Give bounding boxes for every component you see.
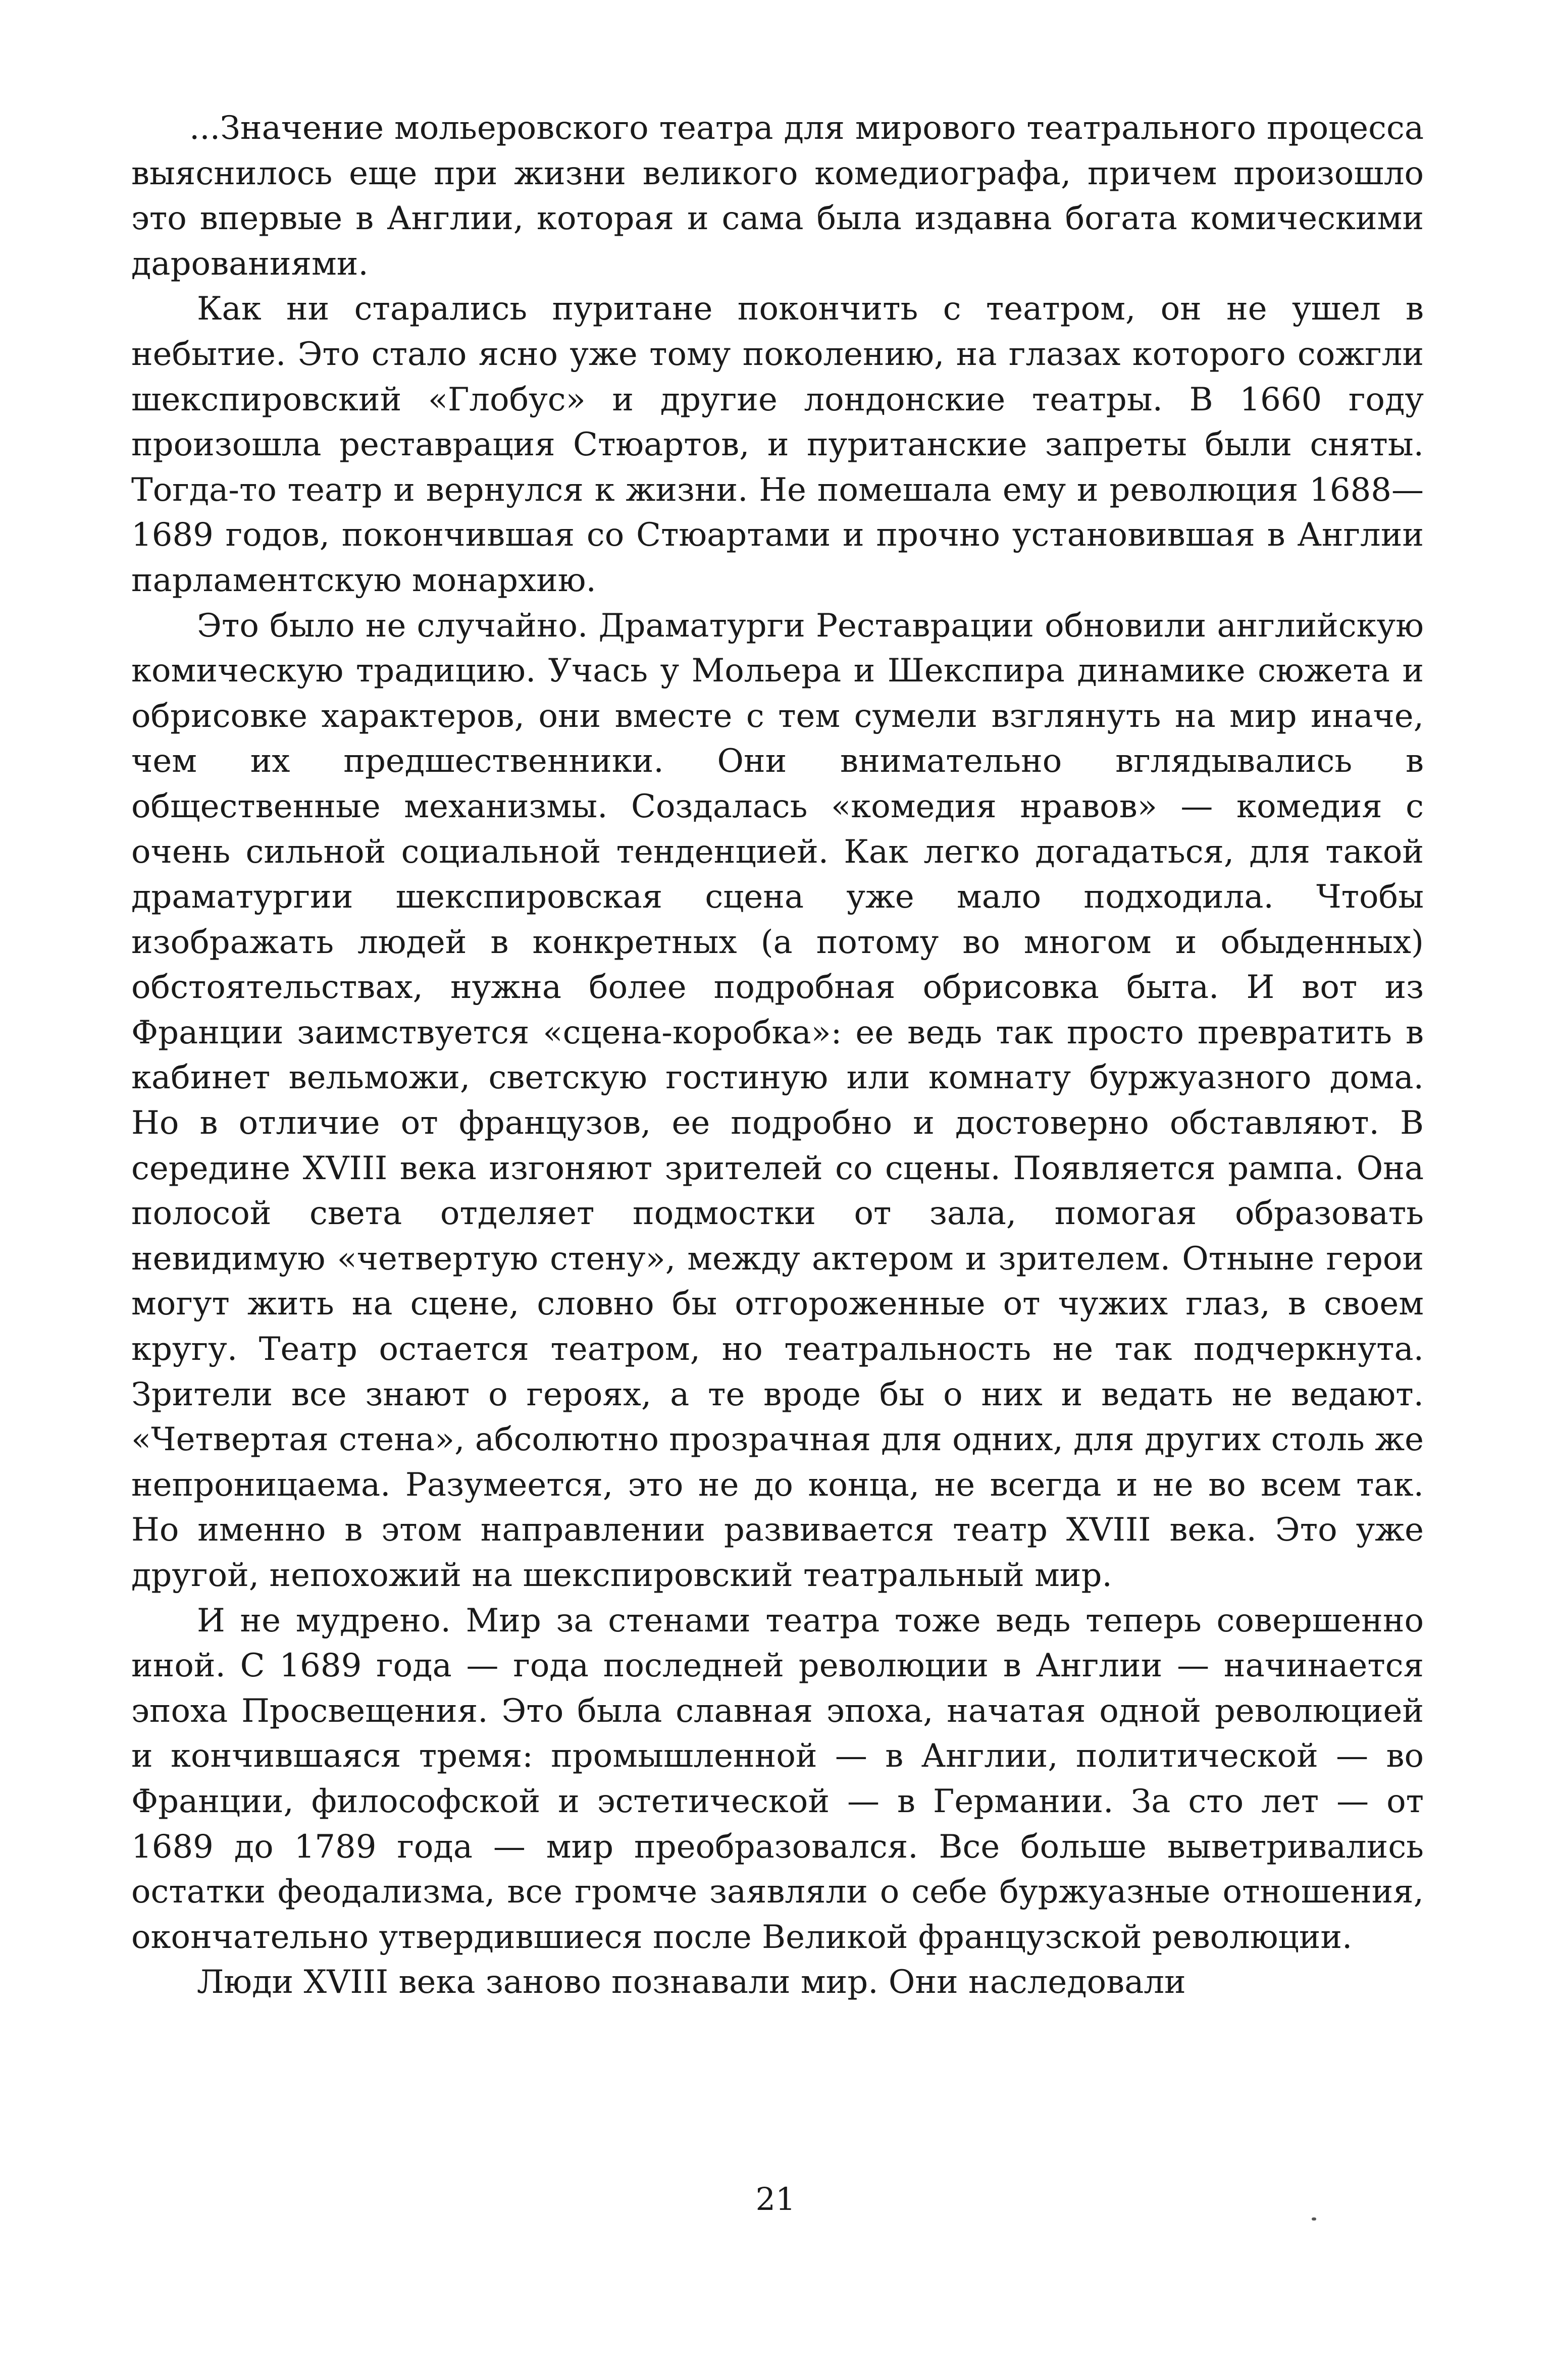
paragraph-5: Люди XVIII века заново познавали мир. Они наследовали <box>197 1964 1186 2001</box>
paragraph-3: Это было не случайно. Драматурги Реставрации обновили английскую комическую традицию. Учась у Мольера и Шекспира динамике сюжета и обрисовке характеров, они вместе с тем сумели взглянуть на мир иначе, чем их предшественники. Они внимательно вглядывались в общественные механизмы. Создалась «комедия нравов» — комедия с очень сильной социальной тенденцией. Как легко догадаться, для такой драматургии шекспировская сцена уже мало подходила. Чтобы изображать людей в конкретных (а потому во многом и обыденных) обстоятельствах, нужна более подробная обрисовка быта. И вот из Франции заимствуется «сцена-коробка»: ее ведь так просто превратить в кабинет вельможи, светскую гостиную или комнату буржуазного дома. Но в отличие от французов, ее подробно и достоверно обставляют. В середине XVIII века изгоняют зрителей со сцены. Появляется рампа. Она полосой света отделяет подмостки от зала, помогая образовать невидимую «четвертую стену», между актером и зрителем. Отныне герои могут жить на сцене, словно бы отгороженные от чужих глаз, в своем кругу. Театр остается театром, но театральность не так подчеркнута. Зрители все знают о героях, а те вроде бы о них и ведать не ведают. «Четвертая стена», абсолютно прозрачная для одних, для других столь же непроницаема. Разумеется, это не до конца, не всегда и не во всем так. Но именно в этом направлении развивается театр XVIII века. Это уже другой, непохожий на шекспировский театральный мир. <box>131 607 1424 1594</box>
paragraph-2: Как ни старались пуритане покончить с театром, он не ушел в небытие. Это стало ясно уже тому поколению, на глазах которого сожгли шекспировский «Глобус» и другие лондонские театры. В 1660 году произошла реставрация Стюартов, и пуританские запреты были сняты. Тогда-то театр и вернулся к жизни. Не помешала ему и революция 1688—1689 годов, покончившая со Стюартами и прочно установившая в Англии парламентскую монархию. <box>131 290 1424 599</box>
body-text <box>131 106 1424 2005</box>
scan-speck <box>1312 2217 1316 2220</box>
paragraph-1: ...Значение мольеровского театра для мирового театрального процесса выяснилось еще при жизни великого комедиографа, причем произошло это впервые в Англии, которая и сама была издавна богата комическими дарованиями. <box>131 110 1424 283</box>
paragraph-4: И не мудрено. Мир за стенами театра тоже ведь теперь совершенно иной. С 1689 года — года последней революции в Англии — начинается эпоха Просвещения. Это была славная эпоха, начатая одной революцией и кончившаяся тремя: промышленной — в Англии, политической — во Франции, философской и эстетической — в Германии. За сто лет — от 1689 до 1789 года — мир преобразовался. Все больше выветривались остатки феодализма, все громче заявляли о себе буржуазные отношения, окончательно утвердившиеся после Великой французской революции. <box>131 1602 1424 1956</box>
page-number: 21 <box>755 2181 796 2217</box>
